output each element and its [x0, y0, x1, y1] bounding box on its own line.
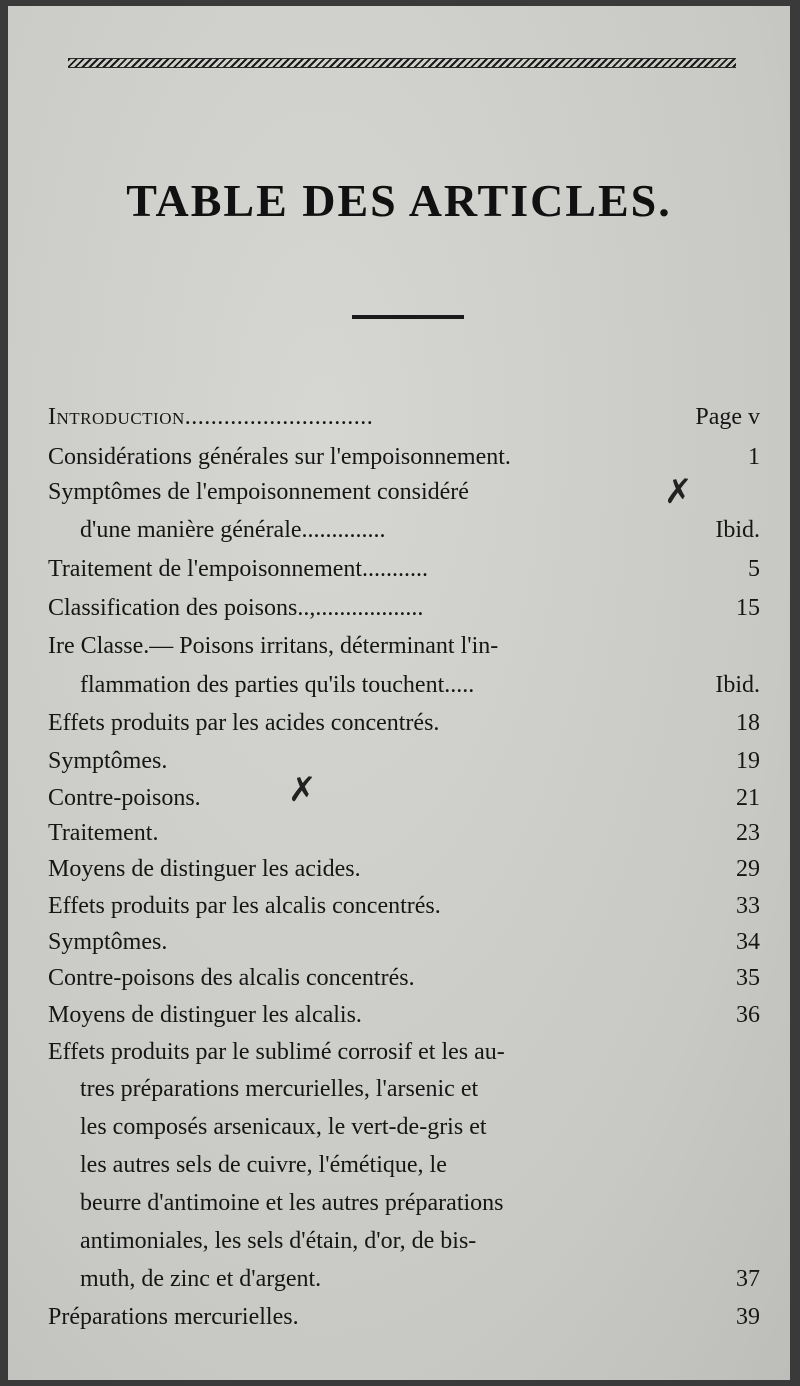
toc-entry-text: beurre d'antimoine et les autres préparations	[80, 1190, 504, 1216]
toc-entry-text: Ire Classe.— Poisons irritans, déterminant l'in-	[48, 633, 499, 659]
toc-entry-text: flammation des parties qu'ils touchent.....	[80, 672, 475, 698]
toc-entry-text: Effets produits par les alcalis concentrés.	[48, 893, 441, 919]
handwritten-x-mark-icon: ✗	[664, 472, 693, 512]
toc-entry-text: Traitement de l'empoisonnement...........	[48, 556, 429, 582]
toc-entry-page: Ibid.	[715, 672, 760, 698]
toc-entry	[48, 511, 760, 549]
toc-entry-page: 35	[736, 965, 760, 991]
toc-entry	[48, 850, 760, 888]
toc-entry-page: 33	[736, 893, 760, 919]
toc-entry-text: Symptômes.	[48, 929, 168, 955]
toc-entry	[48, 704, 760, 742]
toc-entry-text: muth, de zinc et d'argent.	[80, 1266, 322, 1292]
page-title: TABLE DES ARTICLES.	[126, 175, 672, 226]
toc-entry	[48, 887, 760, 925]
toc-entry	[48, 473, 760, 511]
toc-entry-text: Effets produits par le sublimé corrosif et les au-	[48, 1039, 505, 1065]
book-page	[8, 6, 790, 1380]
toc-entry-page: Page v	[695, 404, 760, 430]
toc-entry	[48, 1222, 760, 1260]
toc-entry-text: Considérations générales sur l'empoisonnement.	[48, 444, 511, 470]
toc-entry-text: d'une manière générale..............	[80, 517, 386, 543]
toc-entry-page: 29	[736, 856, 760, 882]
toc-entry-page: 37	[736, 1266, 760, 1292]
toc-entry	[48, 814, 760, 852]
toc-entry-page: 5	[748, 556, 760, 582]
toc-entry	[48, 1184, 760, 1222]
toc-entry-page: 36	[736, 1002, 760, 1028]
toc-entry-page: 23	[736, 820, 760, 846]
toc-entry	[48, 589, 760, 627]
toc-entry	[48, 1070, 760, 1108]
toc-entry-text: Contre-poisons des alcalis concentrés.	[48, 965, 415, 991]
toc-entry	[48, 1146, 760, 1184]
toc-entry-page: Ibid.	[715, 517, 760, 543]
toc-entry-page: 19	[736, 748, 760, 774]
toc-entry-text: les composés arsenicaux, le vert-de-gris et	[80, 1114, 487, 1140]
toc-entry	[48, 779, 760, 817]
toc-entry-text: Moyens de distinguer les acides.	[48, 856, 361, 882]
toc-entry-text: antimoniales, les sels d'étain, d'or, de bis-	[80, 1228, 477, 1254]
toc-entry	[48, 1108, 760, 1146]
toc-entry	[48, 550, 760, 588]
toc-entry-page: 15	[736, 595, 760, 621]
toc-entry	[48, 996, 760, 1034]
toc-entry-text: Symptômes de l'empoisonnement considéré	[48, 479, 469, 505]
toc-entry-page: 18	[736, 710, 760, 736]
toc-entry	[48, 1260, 760, 1298]
table-of-contents	[8, 6, 790, 1380]
toc-entry-text: Traitement.	[48, 820, 159, 846]
toc-entry	[48, 398, 760, 436]
toc-entry-page: 39	[736, 1304, 760, 1330]
toc-entry-page: 34	[736, 929, 760, 955]
handwritten-x-mark-icon: ✗	[288, 770, 317, 810]
toc-entry-text: tres préparations mercurielles, l'arsenic et	[80, 1076, 479, 1102]
toc-entry	[48, 742, 760, 780]
toc-entry	[48, 627, 760, 665]
toc-entry-text: les autres sels de cuivre, l'émétique, le	[80, 1152, 447, 1178]
toc-entry-text: Moyens de distinguer les alcalis.	[48, 1002, 362, 1028]
toc-entry	[48, 959, 760, 997]
toc-entry	[48, 1298, 760, 1336]
toc-entry-text: Contre-poisons.	[48, 785, 201, 811]
toc-entry-text: Classification des poisons..,..................	[48, 595, 424, 621]
toc-entry	[48, 1033, 760, 1071]
toc-entry-text: Introduction.............................	[48, 404, 374, 430]
toc-entry	[48, 438, 760, 476]
toc-entry-text: Préparations mercurielles.	[48, 1304, 299, 1330]
toc-entry-text: Effets produits par les acides concentrés.	[48, 710, 440, 736]
toc-entry	[48, 923, 760, 961]
toc-entry-text: Symptômes.	[48, 748, 168, 774]
toc-entry-page: 1	[748, 444, 760, 470]
toc-entry-page: 21	[736, 785, 760, 811]
toc-entry	[48, 666, 760, 704]
